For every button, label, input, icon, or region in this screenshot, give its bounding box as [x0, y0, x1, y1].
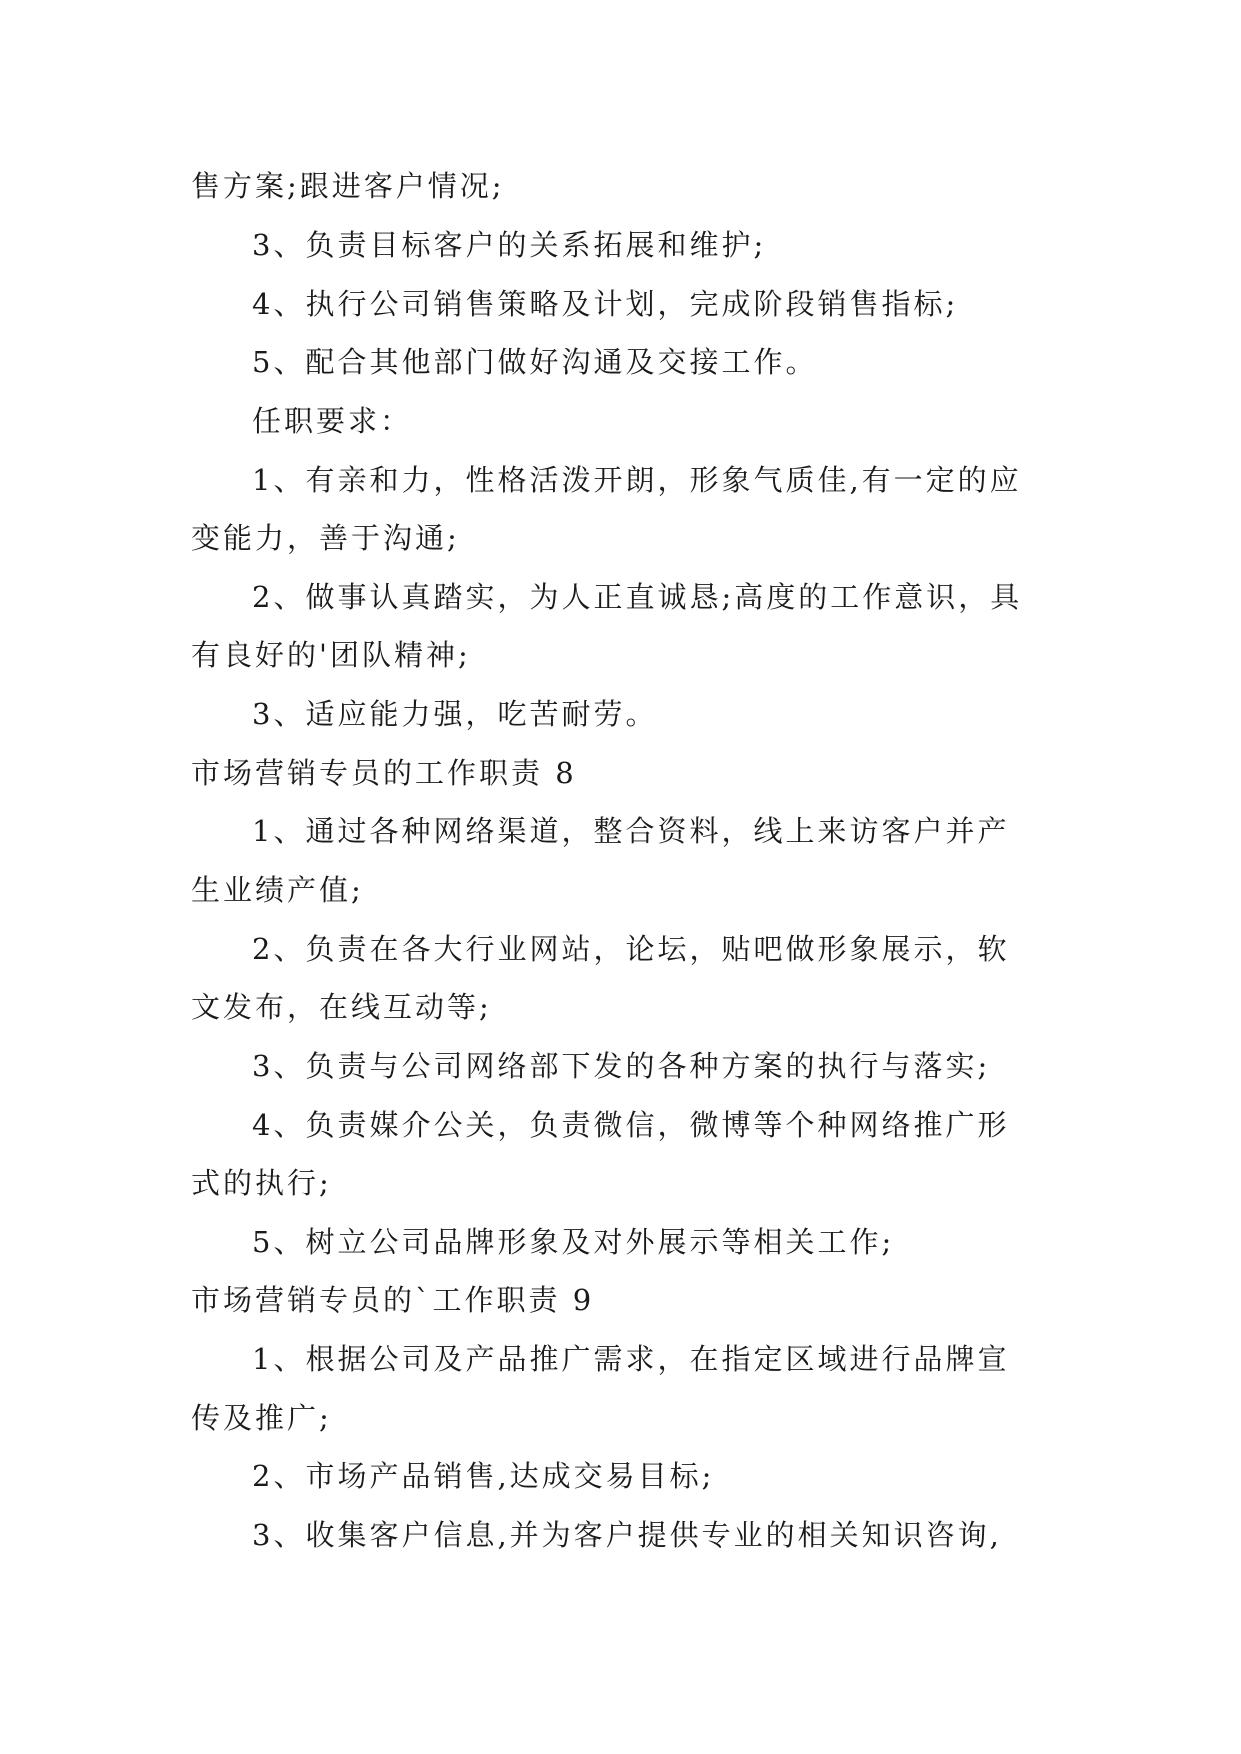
text-line: 1、通过各种网络渠道，整合资料，线上来访客户并产 — [252, 814, 1010, 848]
text-line: 3、负责与公司网络部下发的各种方案的执行与落实; — [252, 1049, 991, 1083]
text-line: 4、负责媒介公关，负责微信，微博等个种网络推广形 — [252, 1108, 1010, 1142]
text-line: 式的执行; — [191, 1166, 332, 1200]
text-line: 传及推广; — [191, 1401, 332, 1435]
text-line: 生业绩产值; — [191, 873, 364, 907]
text-line: 3、收集客户信息,并为客户提供专业的相关知识咨询, — [252, 1518, 1002, 1552]
text-line: 4、执行公司销售策略及计划，完成阶段销售指标; — [252, 287, 959, 321]
text-line: 文发布，在线互动等; — [191, 990, 492, 1024]
text-line: 3、适应能力强，吃苦耐劳。 — [252, 697, 658, 731]
text-line: 3、负责目标客户的关系拓展和维护; — [252, 228, 767, 262]
text-line: 售方案;跟进客户情况; — [191, 169, 505, 203]
text-line: 1、根据公司及产品推广需求，在指定区域进行品牌宣 — [252, 1342, 1010, 1376]
text-line: 变能力，善于沟通; — [191, 521, 460, 555]
text-line: 有良好的'团队精神; — [191, 638, 471, 672]
text-line: 5、树立公司品牌形象及对外展示等相关工作; — [252, 1225, 895, 1259]
section-heading: 市场营销专员的工作职责 8 — [191, 756, 577, 790]
section-subheading: 任职要求： — [252, 404, 413, 438]
section-heading: 市场营销专员的`工作职责 9 — [191, 1283, 595, 1317]
text-line: 2、市场产品销售,达成交易目标; — [252, 1459, 715, 1493]
text-line: 5、配合其他部门做好沟通及交接工作。 — [252, 345, 818, 379]
text-line: 2、做事认真踏实，为人正直诚恳;高度的工作意识，具 — [252, 580, 1023, 614]
text-line: 2、负责在各大行业网站，论坛，贴吧做形象展示，软 — [252, 932, 1010, 966]
text-line: 1、有亲和力，性格活泼开朗，形象气质佳,有一定的应 — [252, 463, 1022, 497]
